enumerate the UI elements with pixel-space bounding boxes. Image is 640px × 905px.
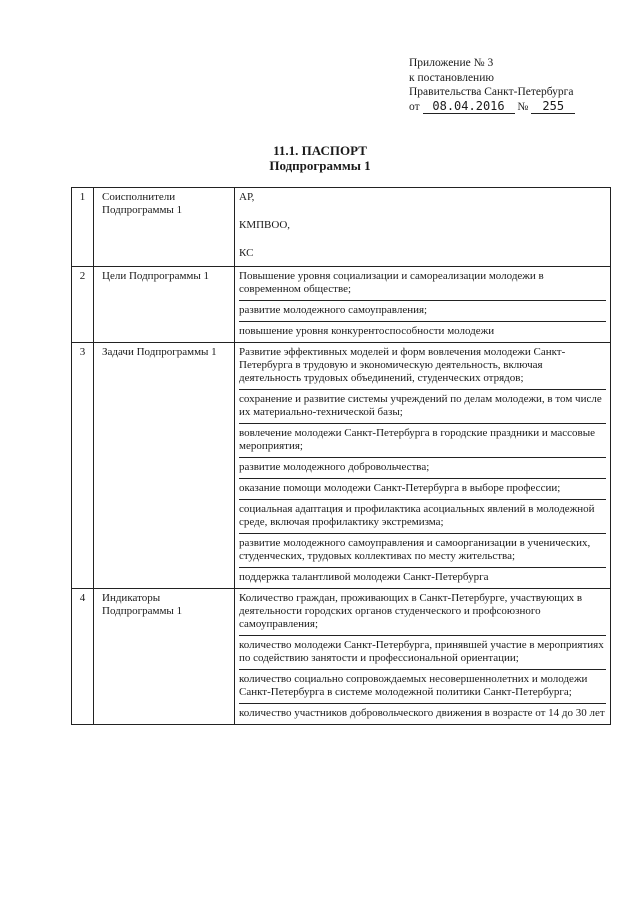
passport-table (71, 187, 611, 725)
row-name: Индикаторы Подпрограммы 1 (94, 589, 235, 725)
row-number: 1 (72, 188, 94, 267)
row-number: 3 (72, 343, 94, 589)
list-item: количество участников добровольческого движения в возрасте от 14 до 30 лет (239, 703, 606, 724)
list-item: Количество граждан, проживающих в Санкт-Петербурге, участвующих в деятельности городских органов студенческого и профсоюзного самоуправления; (239, 592, 583, 630)
list-item: социальная адаптация и профилактика асоциальных явлений в молодежной среде, включая профилактику экстремизма; (239, 499, 606, 533)
appendix-number: Приложение № 3 (409, 57, 494, 69)
row-number: 4 (72, 589, 94, 725)
list-item: Повышение уровня социализации и самореализации молодежи в современном обществе; (239, 270, 544, 295)
passport-table-body (72, 188, 611, 725)
list-item: развитие молодежного добровольчества; (239, 457, 606, 478)
row-content (235, 267, 611, 343)
list-item: вовлечение молодежи Санкт-Петербурга в городские праздники и массовые мероприятия; (239, 423, 606, 457)
row-content (235, 589, 611, 725)
row-number: 2 (72, 267, 94, 343)
from-label: от (409, 100, 420, 113)
list-item: Развитие эффективных моделей и форм вовлечения молодежи Санкт-Петербурга в трудовую и экономическую деятельность, включая деятельность трудовых объединений, студенческих отрядов; (239, 346, 566, 384)
list-item: повышение уровня конкурентоспособности молодежи (239, 321, 606, 342)
list-item: развитие молодежного самоуправления; (239, 300, 606, 321)
row-name: Цели Подпрограммы 1 (94, 267, 235, 343)
list-item: сохранение и развитие системы учреждений по делам молодежи, в том числе их материально-технической базы; (239, 389, 606, 423)
list-item: количество социально сопровождаемых несовершеннолетних и молодежи Санкт-Петербурга в системе молодежной политики Санкт-Петербурга; (239, 669, 606, 703)
list-item: количество молодежи Санкт-Петербурга, принявшей участие в мероприятиях по содействию занятости и профессиональной ориентации; (239, 635, 606, 669)
passport-title (0, 143, 640, 173)
row-content (235, 343, 611, 589)
resolution-date: 08.04.2016 (423, 100, 515, 114)
title-line-1: 11.1. ПАСПОРТ (273, 143, 367, 158)
list-item: АР, (239, 191, 255, 203)
table-row (72, 188, 611, 267)
list-item: КС (239, 247, 254, 259)
title-line-2: Подпрограммы 1 (269, 158, 371, 173)
table-row (72, 267, 611, 343)
appendix-date-line (409, 100, 575, 115)
list-item: оказание помощи молодежи Санкт-Петербурга в выборе профессии; (239, 478, 606, 499)
list-item: поддержка талантливой молодежи Санкт-Петербурга (239, 567, 606, 588)
row-name: Задачи Подпрограммы 1 (94, 343, 235, 589)
row-content (235, 188, 611, 267)
number-label: № (517, 100, 529, 113)
list-item: развитие молодежного самоуправления и самоорганизации в ученических, студенческих, трудовых коллективах по месту жительства; (239, 533, 606, 567)
list-item: КМПВОО, (239, 219, 291, 231)
appendix-header (409, 56, 575, 114)
appendix-government: Правительства Санкт-Петербурга (409, 86, 574, 98)
table-row (72, 343, 611, 589)
resolution-number: 255 (531, 100, 575, 114)
appendix-resolution-ref: к постановлению (409, 71, 494, 84)
table-row (72, 589, 611, 725)
row-name: Соисполнители Подпрограммы 1 (94, 188, 235, 267)
